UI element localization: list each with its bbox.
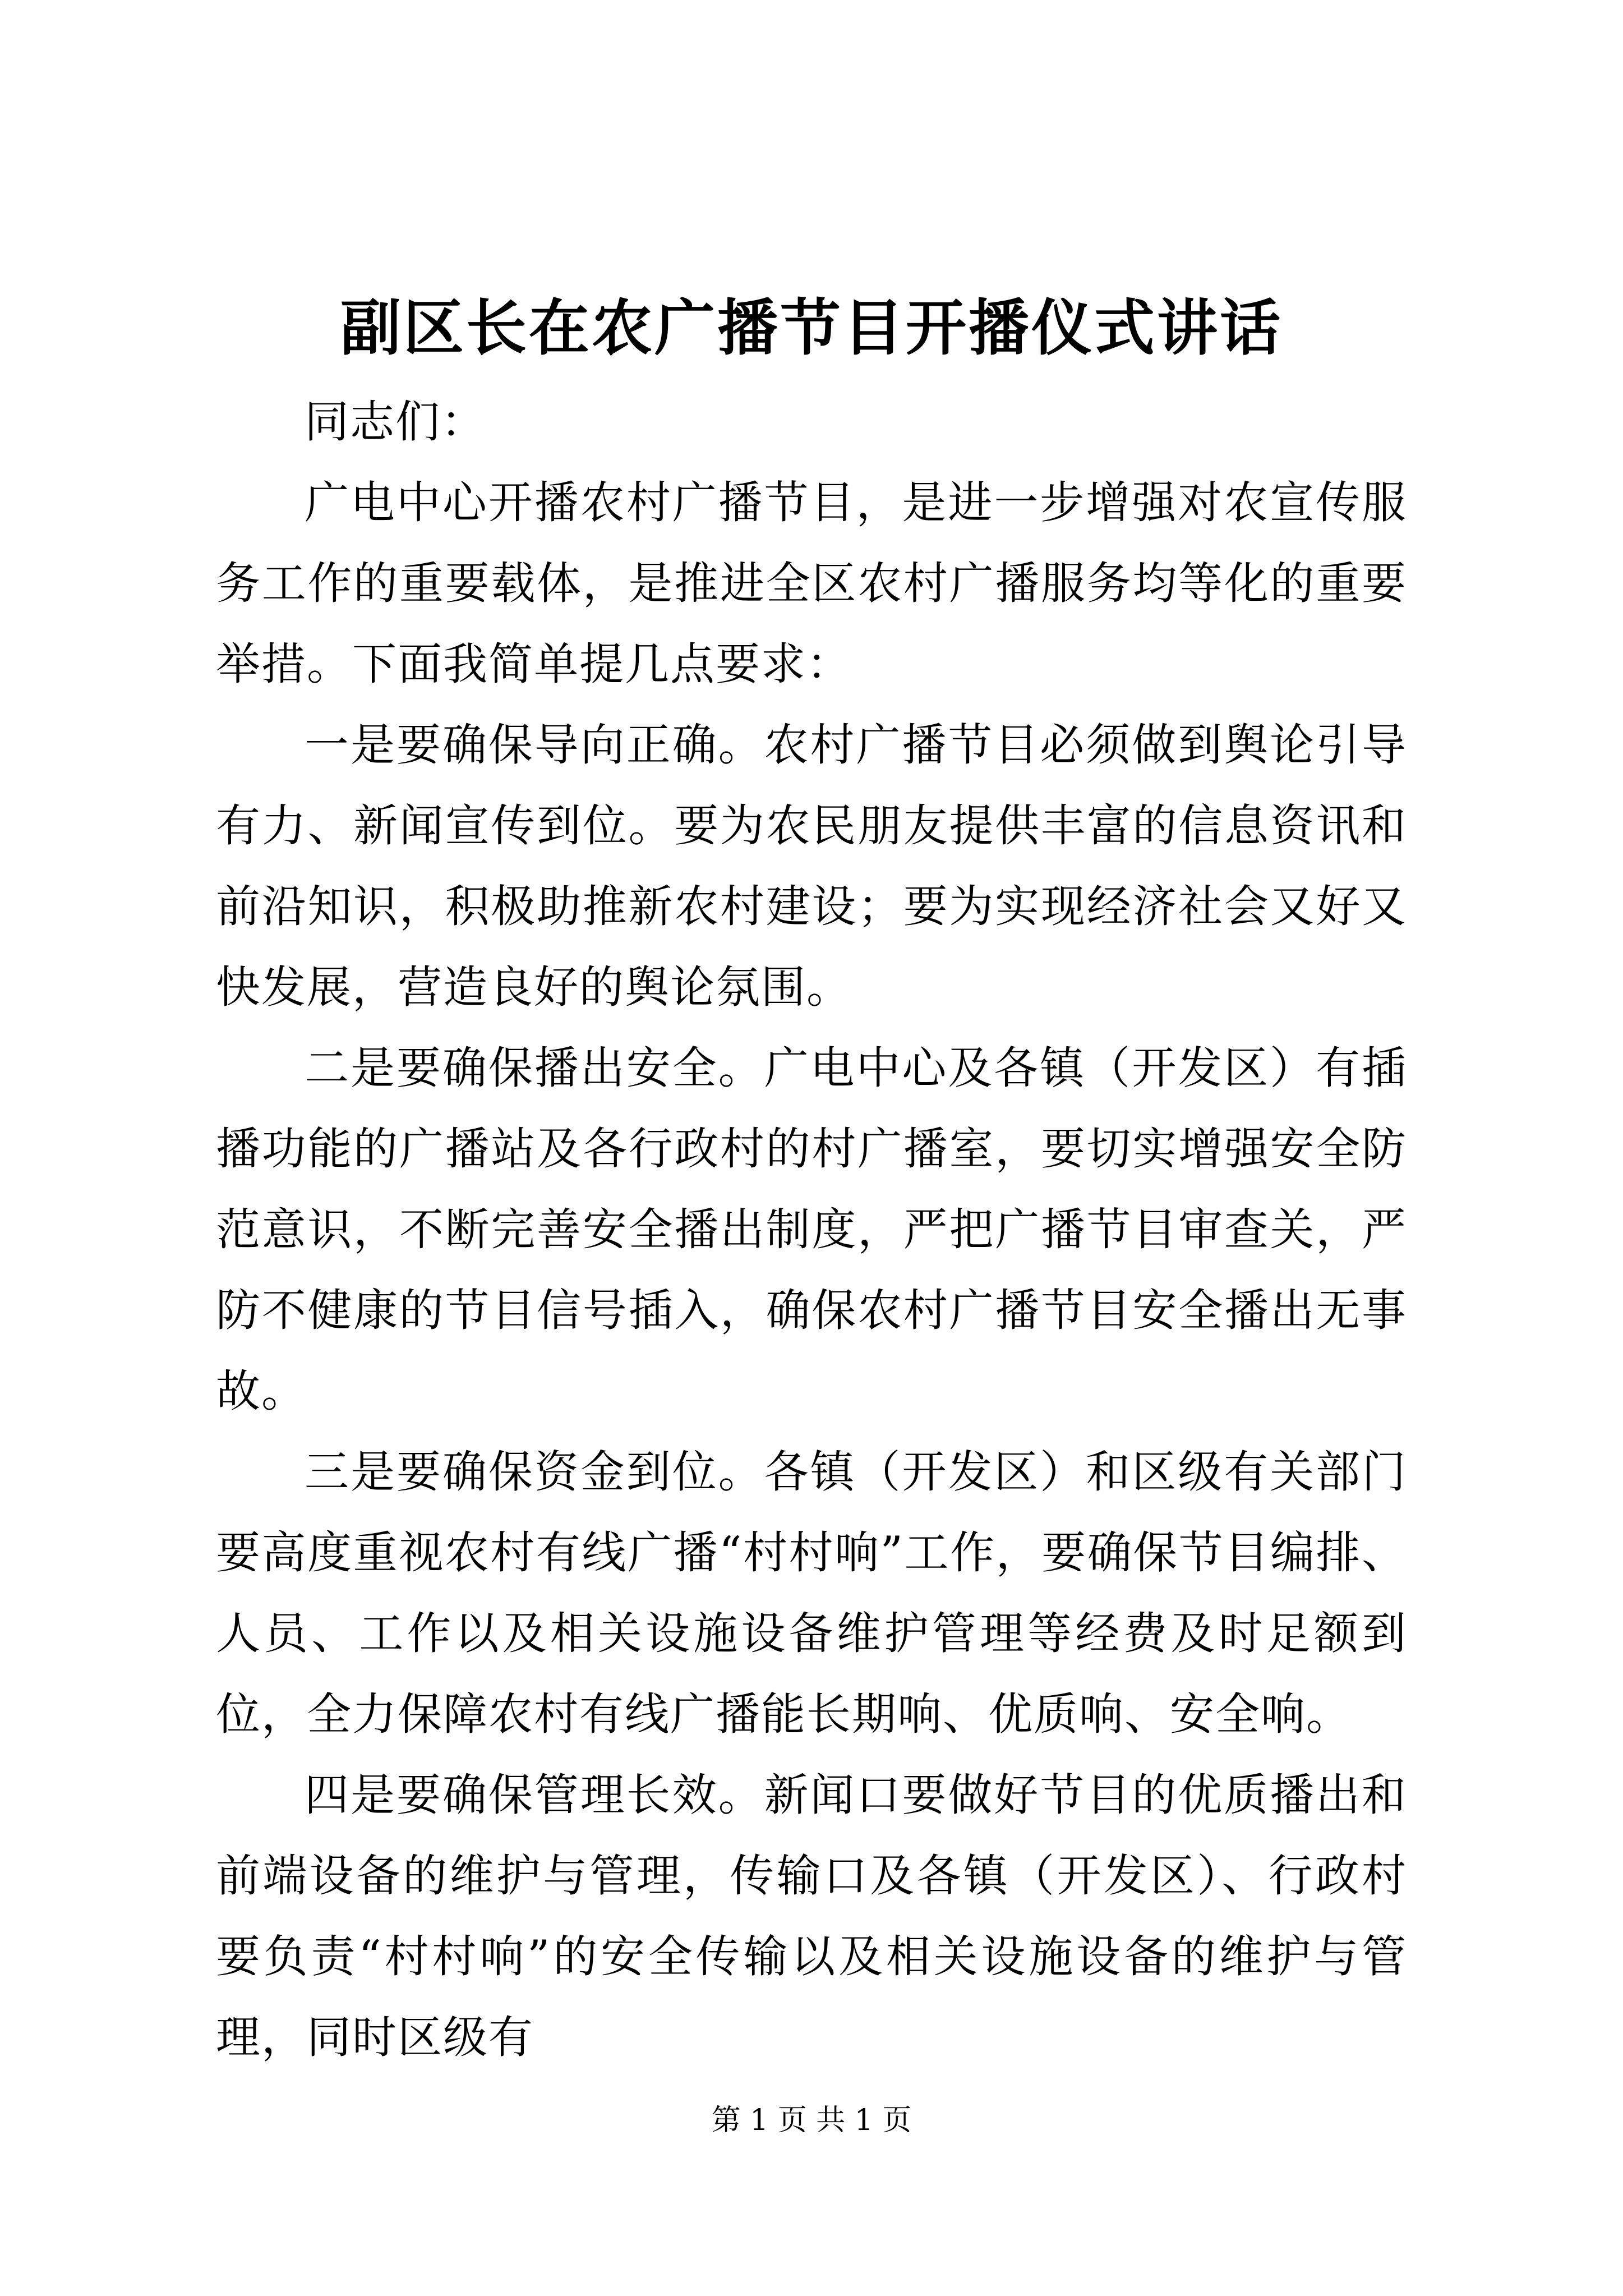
point-two-paragraph: 二是要确保播出安全。广电中心及各镇（开发区）有插播功能的广播站及各行政村的村广播室，要切实增强安全防范意识，不断完善安全播出制度，严把广播节目审查关，严防不健康的节目信号插入，确保农村广播节目安全播出无事故。 [216, 1042, 1407, 1417]
point-three-paragraph: 三是要确保资金到位。各镇（开发区）和区级有关部门要高度重视农村有线广播“村村响”工作，要确保节目编排、人员、工作以及相关设施设备维护管理等经费及时足额到位，全力保障农村有线广播能长期响、优质响、安全响。 [216, 1446, 1407, 1740]
intro-paragraph: 广电中心开播农村广播节目，是进一步增强对农宣传服务工作的重要载体，是推进全区农村广播服务均等化的重要举措。下面我简单提几点要求： [216, 477, 1407, 690]
point-one-paragraph: 一是要确保导向正确。农村广播节目必须做到舆论引导有力、新闻宣传到位。要为农民朋友提供丰富的信息资讯和前沿知识，积极助推新农村建设；要为实现经济社会又好又快发展，营造良好的舆论氛围。 [216, 719, 1407, 1013]
document-title: 副区长在农广播节目开播仪式讲话 [340, 293, 1283, 364]
document-body [216, 381, 1407, 2078]
point-four-paragraph: 四是要确保管理长效。新闻口要做好节目的优质播出和前端设备的维护与管理，传输口及各镇（开发区）、行政村要负责“村村响”的安全传输以及相关设施设备的维护与管理，同时区级有 [216, 1769, 1407, 2063]
salutation-paragraph: 同志们： [305, 396, 486, 448]
page-number-footer: 第 1 页 共 1 页 [711, 2104, 912, 2137]
